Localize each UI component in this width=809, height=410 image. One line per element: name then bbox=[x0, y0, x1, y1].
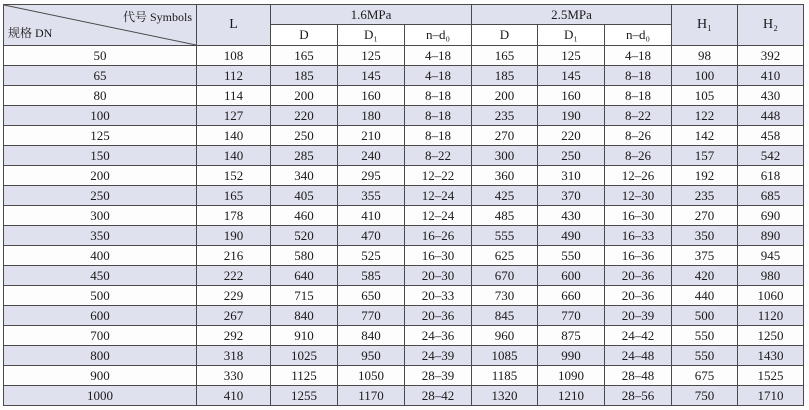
cell-nd0-25: 8–22 bbox=[605, 106, 672, 126]
cell-nd0-25: 8–26 bbox=[605, 126, 672, 146]
cell-dn: 80 bbox=[4, 86, 197, 106]
cell-d1-16: 210 bbox=[338, 126, 405, 146]
cell-d1-25: 430 bbox=[538, 206, 605, 226]
cell-h1: 440 bbox=[672, 286, 738, 306]
cell-dn: 300 bbox=[4, 206, 197, 226]
table-row bbox=[4, 306, 804, 326]
cell-d-25: 235 bbox=[472, 106, 538, 126]
cell-d-25: 425 bbox=[472, 186, 538, 206]
col-header-D-25: D bbox=[472, 25, 538, 46]
cell-h2: 980 bbox=[738, 266, 804, 286]
cell-d-25: 555 bbox=[472, 226, 538, 246]
cell-d-16: 340 bbox=[271, 166, 338, 186]
col-header-H2: H₂ bbox=[738, 5, 804, 46]
cell-nd0-16: 8–18 bbox=[405, 126, 472, 146]
cell-h1: 550 bbox=[672, 326, 738, 346]
table-row bbox=[4, 246, 804, 266]
cell-nd0-16: 4–18 bbox=[405, 66, 472, 86]
cell-h2: 1525 bbox=[738, 366, 804, 386]
cell-h2: 392 bbox=[738, 46, 804, 66]
cell-l: 330 bbox=[197, 366, 271, 386]
cell-d-25: 185 bbox=[472, 66, 538, 86]
cell-d-16: 910 bbox=[271, 326, 338, 346]
cell-nd0-16: 12–24 bbox=[405, 186, 472, 206]
cell-nd0-25: 12–30 bbox=[605, 186, 672, 206]
cell-nd0-25: 16–33 bbox=[605, 226, 672, 246]
cell-d1-16: 355 bbox=[338, 186, 405, 206]
symbols-label: 代号 Symbols bbox=[122, 10, 192, 24]
cell-h2: 542 bbox=[738, 146, 804, 166]
cell-dn: 700 bbox=[4, 326, 197, 346]
table-body bbox=[4, 46, 804, 406]
cell-d-16: 520 bbox=[271, 226, 338, 246]
cell-d1-25: 145 bbox=[538, 66, 605, 86]
cell-d-25: 1185 bbox=[472, 366, 538, 386]
table-row bbox=[4, 46, 804, 66]
size-dn-label: 规格 DN bbox=[8, 26, 53, 40]
cell-nd0-16: 8–18 bbox=[405, 86, 472, 106]
cell-h2: 1060 bbox=[738, 286, 804, 306]
cell-d-25: 670 bbox=[472, 266, 538, 286]
cell-l: 292 bbox=[197, 326, 271, 346]
cell-d-16: 220 bbox=[271, 106, 338, 126]
cell-l: 178 bbox=[197, 206, 271, 226]
table-row bbox=[4, 226, 804, 246]
table-row bbox=[4, 286, 804, 306]
cell-d1-25: 190 bbox=[538, 106, 605, 126]
cell-d1-16: 160 bbox=[338, 86, 405, 106]
cell-dn: 50 bbox=[4, 46, 197, 66]
cell-d-16: 165 bbox=[271, 46, 338, 66]
cell-d-25: 200 bbox=[472, 86, 538, 106]
cell-d1-25: 990 bbox=[538, 346, 605, 366]
cell-d-25: 165 bbox=[472, 46, 538, 66]
cell-dn: 800 bbox=[4, 346, 197, 366]
table-row bbox=[4, 366, 804, 386]
cell-h2: 1430 bbox=[738, 346, 804, 366]
cell-l: 216 bbox=[197, 246, 271, 266]
cell-nd0-16: 20–30 bbox=[405, 266, 472, 286]
cell-nd0-25: 28–48 bbox=[605, 366, 672, 386]
cell-h1: 750 bbox=[672, 386, 738, 406]
cell-h2: 690 bbox=[738, 206, 804, 226]
cell-dn: 125 bbox=[4, 126, 197, 146]
cell-h1: 105 bbox=[672, 86, 738, 106]
cell-d-25: 845 bbox=[472, 306, 538, 326]
cell-h2: 458 bbox=[738, 126, 804, 146]
table-row bbox=[4, 86, 804, 106]
cell-nd0-25: 28–56 bbox=[605, 386, 672, 406]
cell-d-16: 715 bbox=[271, 286, 338, 306]
cell-l: 112 bbox=[197, 66, 271, 86]
table-row bbox=[4, 386, 804, 406]
corner-header-cell bbox=[4, 5, 197, 46]
table-row bbox=[4, 186, 804, 206]
cell-h1: 270 bbox=[672, 206, 738, 226]
cell-d1-16: 1050 bbox=[338, 366, 405, 386]
cell-l: 140 bbox=[197, 146, 271, 166]
cell-nd0-16: 24–36 bbox=[405, 326, 472, 346]
cell-l: 229 bbox=[197, 286, 271, 306]
cell-d1-16: 840 bbox=[338, 326, 405, 346]
cell-l: 165 bbox=[197, 186, 271, 206]
cell-nd0-25: 12–26 bbox=[605, 166, 672, 186]
cell-nd0-25: 20–39 bbox=[605, 306, 672, 326]
cell-l: 222 bbox=[197, 266, 271, 286]
cell-nd0-16: 24–39 bbox=[405, 346, 472, 366]
cell-h2: 618 bbox=[738, 166, 804, 186]
cell-dn: 250 bbox=[4, 186, 197, 206]
cell-h2: 1250 bbox=[738, 326, 804, 346]
cell-nd0-25: 4–18 bbox=[605, 46, 672, 66]
cell-d-25: 625 bbox=[472, 246, 538, 266]
cell-h1: 98 bbox=[672, 46, 738, 66]
cell-d1-16: 1170 bbox=[338, 386, 405, 406]
table-row bbox=[4, 346, 804, 366]
cell-h1: 192 bbox=[672, 166, 738, 186]
cell-nd0-16: 20–33 bbox=[405, 286, 472, 306]
cell-h1: 122 bbox=[672, 106, 738, 126]
cell-l: 140 bbox=[197, 126, 271, 146]
cell-l: 152 bbox=[197, 166, 271, 186]
group-header-1-6mpa: 1.6MPa bbox=[271, 5, 472, 25]
cell-l: 267 bbox=[197, 306, 271, 326]
cell-d1-25: 125 bbox=[538, 46, 605, 66]
cell-d1-16: 125 bbox=[338, 46, 405, 66]
cell-h1: 675 bbox=[672, 366, 738, 386]
cell-h1: 420 bbox=[672, 266, 738, 286]
table-row bbox=[4, 66, 804, 86]
table-row bbox=[4, 266, 804, 286]
cell-nd0-16: 8–18 bbox=[405, 106, 472, 126]
cell-d1-25: 310 bbox=[538, 166, 605, 186]
cell-dn: 350 bbox=[4, 226, 197, 246]
cell-d1-25: 160 bbox=[538, 86, 605, 106]
cell-d1-25: 1090 bbox=[538, 366, 605, 386]
cell-d1-25: 220 bbox=[538, 126, 605, 146]
cell-h2: 448 bbox=[738, 106, 804, 126]
cell-nd0-16: 4–18 bbox=[405, 46, 472, 66]
cell-d-25: 300 bbox=[472, 146, 538, 166]
cell-d-16: 405 bbox=[271, 186, 338, 206]
cell-h2: 410 bbox=[738, 66, 804, 86]
cell-d1-16: 650 bbox=[338, 286, 405, 306]
group-header-2-5mpa: 2.5MPa bbox=[472, 5, 672, 25]
cell-h1: 100 bbox=[672, 66, 738, 86]
cell-d-25: 960 bbox=[472, 326, 538, 346]
cell-d1-16: 470 bbox=[338, 226, 405, 246]
cell-dn: 1000 bbox=[4, 386, 197, 406]
cell-nd0-16: 12–22 bbox=[405, 166, 472, 186]
cell-d1-25: 1210 bbox=[538, 386, 605, 406]
cell-nd0-16: 28–42 bbox=[405, 386, 472, 406]
cell-h2: 1120 bbox=[738, 306, 804, 326]
cell-dn: 500 bbox=[4, 286, 197, 306]
cell-dn: 400 bbox=[4, 246, 197, 266]
cell-d1-16: 770 bbox=[338, 306, 405, 326]
cell-d1-25: 600 bbox=[538, 266, 605, 286]
cell-h1: 375 bbox=[672, 246, 738, 266]
cell-d-25: 730 bbox=[472, 286, 538, 306]
cell-dn: 150 bbox=[4, 146, 197, 166]
cell-d-16: 200 bbox=[271, 86, 338, 106]
cell-nd0-25: 8–18 bbox=[605, 86, 672, 106]
col-header-nd0-16: n–d₀ bbox=[405, 25, 472, 46]
table-row bbox=[4, 326, 804, 346]
cell-d1-16: 410 bbox=[338, 206, 405, 226]
cell-h2: 890 bbox=[738, 226, 804, 246]
cell-h1: 550 bbox=[672, 346, 738, 366]
cell-d1-25: 250 bbox=[538, 146, 605, 166]
cell-h2: 1710 bbox=[738, 386, 804, 406]
cell-dn: 900 bbox=[4, 366, 197, 386]
cell-d-16: 460 bbox=[271, 206, 338, 226]
cell-d-25: 360 bbox=[472, 166, 538, 186]
cell-h1: 157 bbox=[672, 146, 738, 166]
cell-d1-16: 585 bbox=[338, 266, 405, 286]
cell-d-16: 840 bbox=[271, 306, 338, 326]
cell-d-16: 640 bbox=[271, 266, 338, 286]
cell-d-25: 485 bbox=[472, 206, 538, 226]
cell-h2: 685 bbox=[738, 186, 804, 206]
cell-d1-16: 240 bbox=[338, 146, 405, 166]
cell-d1-16: 295 bbox=[338, 166, 405, 186]
table-row bbox=[4, 166, 804, 186]
cell-dn: 200 bbox=[4, 166, 197, 186]
cell-h1: 500 bbox=[672, 306, 738, 326]
cell-d1-16: 145 bbox=[338, 66, 405, 86]
cell-nd0-16: 28–39 bbox=[405, 366, 472, 386]
cell-nd0-16: 16–30 bbox=[405, 246, 472, 266]
cell-nd0-25: 20–36 bbox=[605, 266, 672, 286]
cell-d-16: 1125 bbox=[271, 366, 338, 386]
table-row bbox=[4, 146, 804, 166]
cell-d-16: 580 bbox=[271, 246, 338, 266]
cell-d1-25: 660 bbox=[538, 286, 605, 306]
cell-nd0-25: 8–26 bbox=[605, 146, 672, 166]
cell-nd0-25: 24–42 bbox=[605, 326, 672, 346]
cell-d1-16: 950 bbox=[338, 346, 405, 366]
cell-dn: 65 bbox=[4, 66, 197, 86]
cell-d1-25: 550 bbox=[538, 246, 605, 266]
cell-h1: 350 bbox=[672, 226, 738, 246]
table-row bbox=[4, 106, 804, 126]
table-row bbox=[4, 206, 804, 226]
cell-nd0-25: 24–48 bbox=[605, 346, 672, 366]
cell-d1-25: 875 bbox=[538, 326, 605, 346]
cell-nd0-16: 12–24 bbox=[405, 206, 472, 226]
cell-h2: 430 bbox=[738, 86, 804, 106]
cell-d-16: 1255 bbox=[271, 386, 338, 406]
cell-nd0-16: 20–36 bbox=[405, 306, 472, 326]
cell-h1: 142 bbox=[672, 126, 738, 146]
cell-h1: 235 bbox=[672, 186, 738, 206]
cell-d-16: 250 bbox=[271, 126, 338, 146]
cell-l: 318 bbox=[197, 346, 271, 366]
col-header-D1-25: D₁ bbox=[538, 25, 605, 46]
cell-dn: 600 bbox=[4, 306, 197, 326]
cell-d1-16: 180 bbox=[338, 106, 405, 126]
cell-d1-25: 370 bbox=[538, 186, 605, 206]
cell-d-16: 285 bbox=[271, 146, 338, 166]
cell-d-25: 270 bbox=[472, 126, 538, 146]
table-row bbox=[4, 126, 804, 146]
cell-nd0-25: 16–30 bbox=[605, 206, 672, 226]
cell-d-16: 1025 bbox=[271, 346, 338, 366]
col-header-L: L bbox=[197, 5, 271, 46]
cell-l: 190 bbox=[197, 226, 271, 246]
cell-dn: 100 bbox=[4, 106, 197, 126]
dimension-table bbox=[3, 4, 804, 406]
col-header-D1-16: D₁ bbox=[338, 25, 405, 46]
cell-l: 127 bbox=[197, 106, 271, 126]
col-header-nd0-25: n–d₀ bbox=[605, 25, 672, 46]
cell-dn: 450 bbox=[4, 266, 197, 286]
col-header-H1: H₁ bbox=[672, 5, 738, 46]
header-row-1 bbox=[4, 5, 804, 25]
cell-nd0-16: 8–22 bbox=[405, 146, 472, 166]
cell-d1-25: 770 bbox=[538, 306, 605, 326]
col-header-D-16: D bbox=[271, 25, 338, 46]
cell-nd0-16: 16–26 bbox=[405, 226, 472, 246]
cell-h2: 945 bbox=[738, 246, 804, 266]
cell-nd0-25: 20–36 bbox=[605, 286, 672, 306]
cell-l: 114 bbox=[197, 86, 271, 106]
cell-d-25: 1085 bbox=[472, 346, 538, 366]
cell-d-16: 185 bbox=[271, 66, 338, 86]
cell-d1-25: 490 bbox=[538, 226, 605, 246]
cell-d1-16: 525 bbox=[338, 246, 405, 266]
cell-l: 410 bbox=[197, 386, 271, 406]
cell-nd0-25: 8–18 bbox=[605, 66, 672, 86]
cell-nd0-25: 16–36 bbox=[605, 246, 672, 266]
cell-d-25: 1320 bbox=[472, 386, 538, 406]
cell-l: 108 bbox=[197, 46, 271, 66]
